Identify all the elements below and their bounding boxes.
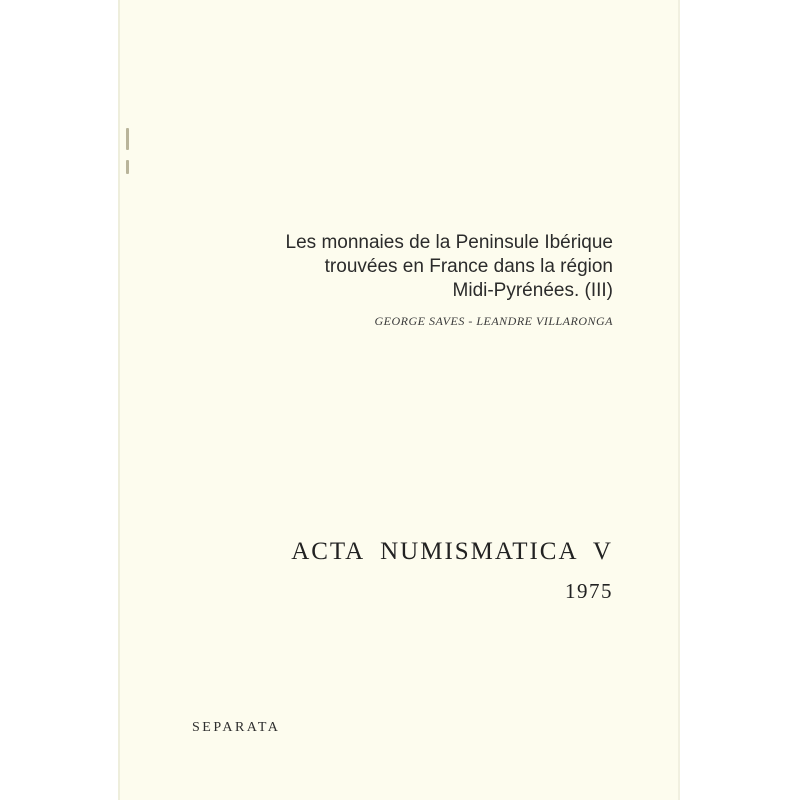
title-line: trouvées en France dans la région: [324, 256, 613, 277]
title-line: Les monnaies de la Peninsule Ibérique: [285, 232, 613, 253]
article-title: [193, 231, 613, 303]
authors: GEORGE SAVES - LEANDRE VILLARONGA: [374, 314, 613, 328]
separata-label: SEPARATA: [192, 720, 281, 735]
publication-year: 1975: [565, 579, 613, 603]
staple-mark-top: [126, 128, 129, 150]
journal-title: ACTA NUMISMATICA V: [291, 538, 613, 565]
book-cover: [118, 0, 680, 800]
staple-mark-bottom: [126, 160, 129, 174]
title-line: Midi-Pyrénées. (III): [452, 280, 613, 301]
